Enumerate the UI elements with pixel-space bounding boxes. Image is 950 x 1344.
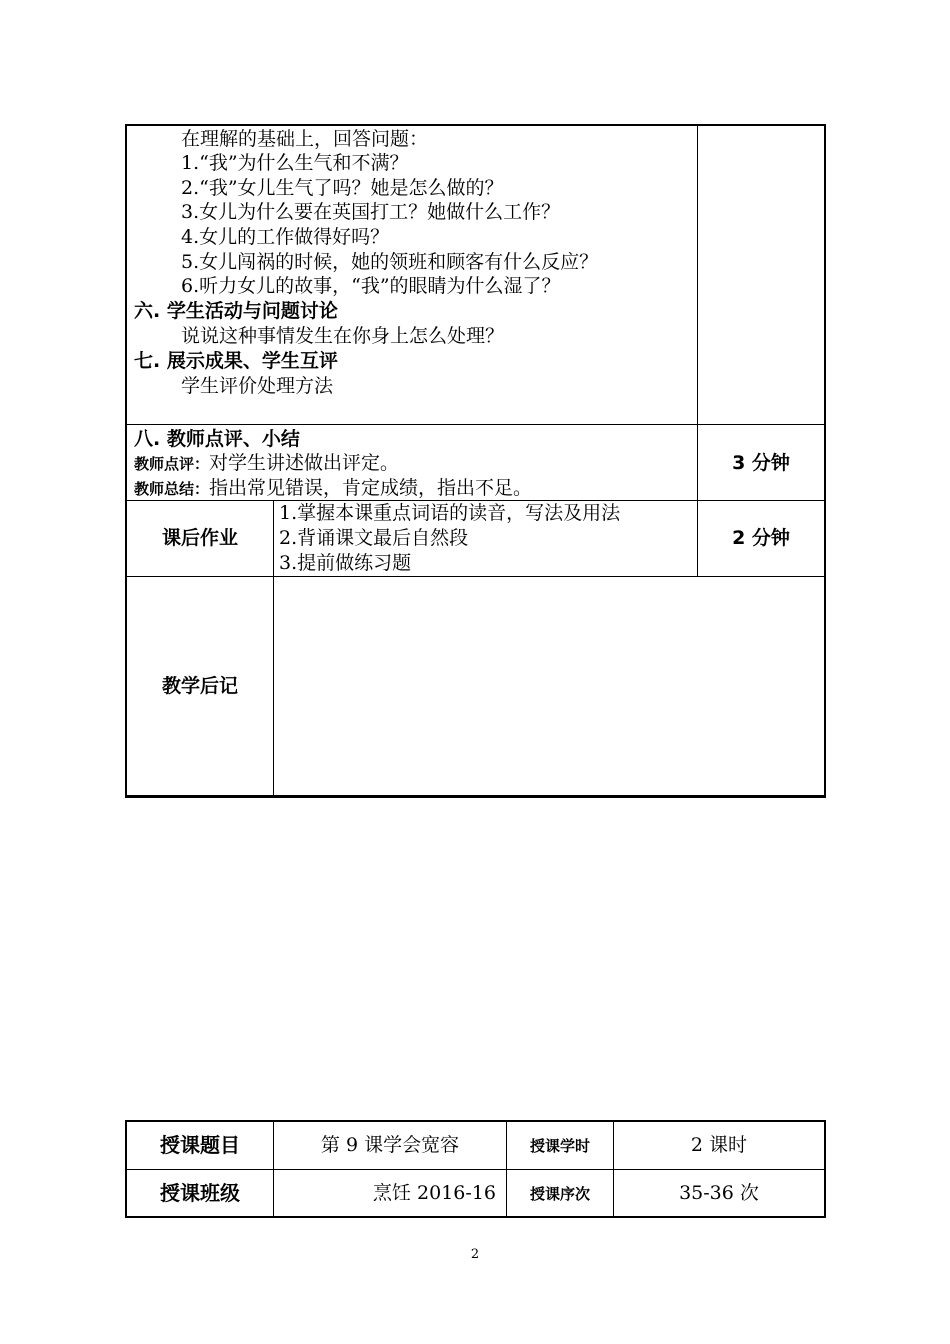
section7-heading: 七. 展示成果、学生互评 — [134, 350, 338, 372]
section8-heading: 八. 教师点评、小结 — [134, 428, 300, 450]
topic-label: 授课题目 — [160, 1133, 240, 1157]
section8-time: 3 分钟 — [732, 452, 790, 474]
question-item: 3.女儿为什么要在英国打工？她做什么工作？ — [181, 201, 561, 223]
teacher-summary — [134, 476, 532, 502]
order-label: 授课序次 — [529, 1185, 590, 1203]
class-value: 烹饪 2016-16 — [373, 1182, 496, 1204]
homework-label: 课后作业 — [161, 527, 238, 549]
homework-time: 2 分钟 — [732, 527, 790, 549]
topic-value: 第 9 课学会宽容 — [320, 1134, 460, 1156]
question-item: 5.女儿闯祸的时候，她的领班和顾客有什么反应？ — [181, 251, 599, 273]
postscript-label: 教学后记 — [161, 675, 238, 697]
teacher-comment — [134, 451, 399, 477]
hours-value: 2 课时 — [690, 1134, 748, 1156]
question-item: 1.“我”为什么生气和不满？ — [181, 152, 409, 174]
summary-label: 教师总结： — [134, 480, 210, 498]
questions-intro: 在理解的基础上，回答问题： — [181, 128, 429, 150]
comment-text: 对学生讲述做出评定。 — [209, 452, 400, 474]
order-value: 35-36 次 — [679, 1182, 759, 1204]
homework-item: 1.掌握本课重点词语的读音，写法及用法 — [279, 502, 621, 524]
hours-label: 授课学时 — [529, 1137, 590, 1155]
homework-item: 3.提前做练习题 — [279, 552, 412, 574]
section6-text: 说说这种事情发生在你身上怎么处理？ — [181, 325, 505, 347]
question-item: 2.“我”女儿生气了吗？她是怎么做的？ — [181, 177, 504, 199]
section6-heading: 六. 学生活动与问题讨论 — [134, 300, 338, 322]
page-number: 2 — [470, 1247, 480, 1262]
question-item: 6.听力女儿的故事，“我”的眼睛为什么湿了？ — [181, 275, 561, 297]
question-item: 4.女儿的工作做得好吗？ — [181, 226, 390, 248]
comment-label: 教师点评： — [134, 455, 210, 473]
homework-item: 2.背诵课文最后自然段 — [279, 527, 469, 549]
section7-text: 学生评价处理方法 — [181, 375, 334, 397]
summary-text: 指出常见错误，肯定成绩，指出不足。 — [209, 477, 533, 499]
class-label: 授课班级 — [160, 1181, 240, 1205]
